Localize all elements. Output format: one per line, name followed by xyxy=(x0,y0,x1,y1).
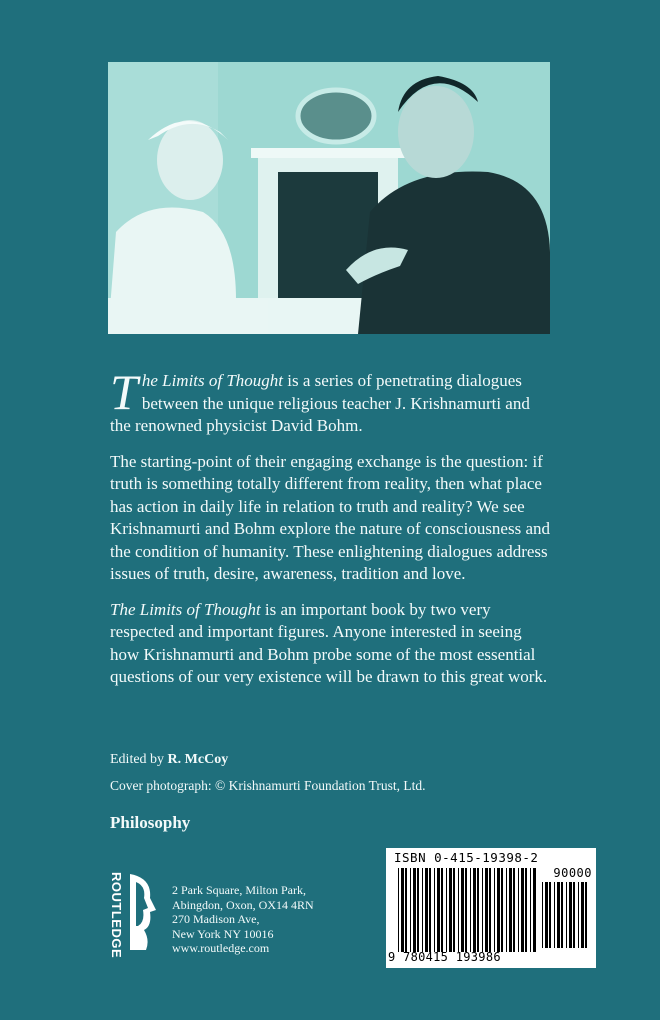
barcode-bar xyxy=(494,868,495,952)
blurb-text: is an important book by two very respected and important figures. Anyone interested in seeing how Krishnamurti and Bohm probe some of the most essential questions of our very existence will be drawn to this great work. xyxy=(110,599,548,686)
barcode-bar xyxy=(413,868,416,952)
barcode-bar xyxy=(521,868,524,952)
barcode-bar xyxy=(410,868,411,952)
barcode-bar xyxy=(573,882,575,948)
blurb-paragraph-2: The starting-point of their engaging exchange is the question: if truth is something totally different from reality, then what place has action in daily life in relation to truth and reality? We see Krishnamurti and Bohm explore the nature of consciousness and the condition of humanity. These enlightening dialogues address issues of truth, desire, awareness, tradition and love. xyxy=(110,451,551,583)
barcode-bar xyxy=(446,868,447,952)
barcode-bar xyxy=(473,868,476,952)
barcode-bar xyxy=(525,868,527,952)
barcode-bar xyxy=(542,882,543,948)
barcode-bar xyxy=(458,868,459,952)
publisher-website: www.routledge.com xyxy=(172,941,270,955)
barcode-bar xyxy=(477,868,479,952)
barcode-bar xyxy=(465,868,467,952)
photo-credit: Cover photograph: © Krishnamurti Foundation Trust, Ltd. xyxy=(110,778,426,793)
blurb-paragraph-1 xyxy=(110,364,550,438)
editor-credit xyxy=(110,752,228,768)
barcode-bar xyxy=(569,882,572,948)
barcode-bar xyxy=(461,868,464,952)
isbn-barcode xyxy=(386,848,596,968)
drop-cap: T xyxy=(110,364,138,420)
barcode-bar xyxy=(449,868,452,952)
barcode-bar xyxy=(545,882,548,948)
barcode-bar xyxy=(506,868,507,952)
address-line: 270 Madison Ave, xyxy=(172,912,260,926)
barcode-bar xyxy=(581,882,584,948)
barcode-bar xyxy=(485,868,488,952)
barcode-bar xyxy=(441,868,443,952)
barcode-bar xyxy=(489,868,491,952)
barcode-bar xyxy=(437,868,440,952)
barcode-bar xyxy=(434,868,435,952)
price-code: 90000 xyxy=(553,866,592,880)
ean-number: 9 780415 193986 xyxy=(388,950,501,964)
publisher-name: ROUTLEDGE xyxy=(109,872,124,959)
barcode-bar xyxy=(453,868,455,952)
barcode-bar xyxy=(429,868,431,952)
barcode-bars xyxy=(398,868,538,952)
barcode-bar xyxy=(509,868,512,952)
barcode-bar xyxy=(578,882,579,948)
barcode-bar xyxy=(501,868,503,952)
price-barcode-bars xyxy=(542,882,590,948)
cover-photograph xyxy=(108,62,550,334)
barcode-bar xyxy=(497,868,500,952)
blurb-text: is a series of penetrating dialogues between the unique religious teacher J. Krishnamurti and the renowned physicist David Bohm. xyxy=(110,371,530,435)
back-cover-blurb xyxy=(110,364,551,702)
barcode-bar xyxy=(549,882,551,948)
barcode-bar xyxy=(518,868,519,952)
isbn-label: ISBN 0-415-19398-2 xyxy=(394,850,539,865)
barcode-bar xyxy=(425,868,428,952)
barcode-bar xyxy=(470,868,471,952)
barcode-bar xyxy=(561,882,563,948)
barcode-bar xyxy=(417,868,419,952)
barcode-bar xyxy=(482,868,483,952)
barcode-bar xyxy=(530,868,531,952)
barcode-bar xyxy=(566,882,567,948)
blurb-paragraph-3 xyxy=(110,599,550,689)
barcode-bar xyxy=(405,868,407,952)
barcode-bar xyxy=(401,868,404,952)
editor-name: R. McCoy xyxy=(167,752,229,767)
book-title: he Limits of Thought xyxy=(141,371,284,390)
barcode-bar xyxy=(513,868,515,952)
barcode-bar xyxy=(557,882,560,948)
edited-by-label: Edited by xyxy=(110,752,168,767)
address-line: Abingdon, Oxon, OX14 4RN xyxy=(172,897,314,912)
book-title: The Limits of Thought xyxy=(110,599,261,619)
barcode-bar xyxy=(422,868,423,952)
barcode-bar xyxy=(398,868,399,952)
barcode-bar xyxy=(585,882,587,948)
publisher-address xyxy=(172,883,314,956)
barcode-bar xyxy=(533,868,536,952)
subject-category: Philosophy xyxy=(110,813,191,832)
address-line: New York NY 10016 xyxy=(172,926,274,941)
barcode-bar xyxy=(554,882,555,948)
address-line: 2 Park Square, Milton Park, xyxy=(172,883,306,897)
